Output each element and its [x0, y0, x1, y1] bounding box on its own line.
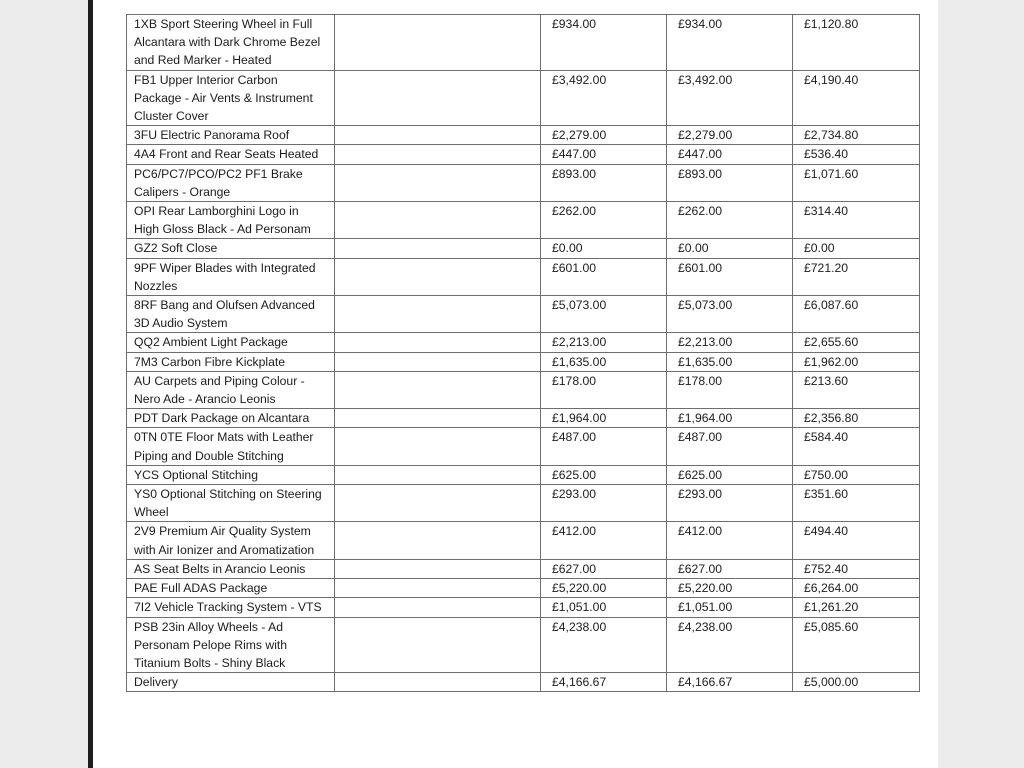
blank-cell [335, 239, 541, 258]
gross-price-cell: £1,120.80 [793, 15, 920, 71]
blank-cell [335, 428, 541, 465]
net-price-total-cell: £0.00 [667, 239, 793, 258]
gross-price-cell: £1,962.00 [793, 352, 920, 371]
table-body [127, 15, 920, 692]
net-price-cell: £5,220.00 [541, 579, 667, 598]
table-row [127, 579, 920, 598]
net-price-cell: £1,635.00 [541, 352, 667, 371]
document-page [93, 0, 938, 768]
net-price-total-cell: £1,964.00 [667, 409, 793, 428]
net-price-cell: £412.00 [541, 522, 667, 559]
blank-cell [335, 465, 541, 484]
blank-cell [335, 673, 541, 692]
option-description-cell: 7M3 Carbon Fibre Kickplate [127, 352, 335, 371]
option-description-cell: 0TN 0TE Floor Mats with Leather Piping and Double Stitching [127, 428, 335, 465]
gross-price-cell: £0.00 [793, 239, 920, 258]
net-price-cell: £178.00 [541, 371, 667, 408]
option-description-cell: 2V9 Premium Air Quality System with Air Ionizer and Aromatization [127, 522, 335, 559]
option-description-cell: 7I2 Vehicle Tracking System - VTS [127, 598, 335, 617]
blank-cell [335, 202, 541, 239]
viewer-margin-left [0, 0, 88, 768]
gross-price-cell: £6,264.00 [793, 579, 920, 598]
gross-price-cell: £536.40 [793, 145, 920, 164]
blank-cell [335, 559, 541, 578]
blank-cell [335, 70, 541, 126]
blank-cell [335, 579, 541, 598]
blank-cell [335, 371, 541, 408]
table-row [127, 522, 920, 559]
net-price-cell: £5,073.00 [541, 296, 667, 333]
table-row [127, 465, 920, 484]
net-price-cell: £625.00 [541, 465, 667, 484]
gross-price-cell: £750.00 [793, 465, 920, 484]
table-row [127, 352, 920, 371]
net-price-cell: £0.00 [541, 239, 667, 258]
net-price-cell: £487.00 [541, 428, 667, 465]
net-price-total-cell: £934.00 [667, 15, 793, 71]
blank-cell [335, 485, 541, 522]
table-row [127, 126, 920, 145]
gross-price-cell: £2,734.80 [793, 126, 920, 145]
table-row [127, 239, 920, 258]
table-row [127, 428, 920, 465]
gross-price-cell: £494.40 [793, 522, 920, 559]
net-price-cell: £627.00 [541, 559, 667, 578]
net-price-cell: £293.00 [541, 485, 667, 522]
gross-price-cell: £5,085.60 [793, 617, 920, 673]
blank-cell [335, 352, 541, 371]
option-description-cell: QQ2 Ambient Light Package [127, 333, 335, 352]
table-row [127, 485, 920, 522]
option-description-cell: 4A4 Front and Rear Seats Heated [127, 145, 335, 164]
option-description-cell: 9PF Wiper Blades with Integrated Nozzles [127, 258, 335, 295]
net-price-cell: £893.00 [541, 164, 667, 201]
net-price-cell: £1,964.00 [541, 409, 667, 428]
net-price-total-cell: £447.00 [667, 145, 793, 164]
net-price-cell: £601.00 [541, 258, 667, 295]
table-row [127, 202, 920, 239]
gross-price-cell: £314.40 [793, 202, 920, 239]
table-row [127, 617, 920, 673]
table-row [127, 333, 920, 352]
net-price-total-cell: £412.00 [667, 522, 793, 559]
option-description-cell: FB1 Upper Interior Carbon Package - Air Vents & Instrument Cluster Cover [127, 70, 335, 126]
net-price-total-cell: £5,073.00 [667, 296, 793, 333]
option-description-cell: YS0 Optional Stitching on Steering Wheel [127, 485, 335, 522]
option-description-cell: PAE Full ADAS Package [127, 579, 335, 598]
net-price-cell: £2,213.00 [541, 333, 667, 352]
gross-price-cell: £5,000.00 [793, 673, 920, 692]
blank-cell [335, 145, 541, 164]
table-row [127, 145, 920, 164]
table-row [127, 598, 920, 617]
net-price-cell: £2,279.00 [541, 126, 667, 145]
table-row [127, 258, 920, 295]
net-price-total-cell: £2,213.00 [667, 333, 793, 352]
net-price-cell: £262.00 [541, 202, 667, 239]
net-price-total-cell: £627.00 [667, 559, 793, 578]
table-row [127, 296, 920, 333]
net-price-total-cell: £893.00 [667, 164, 793, 201]
net-price-cell: £4,238.00 [541, 617, 667, 673]
net-price-total-cell: £601.00 [667, 258, 793, 295]
net-price-total-cell: £487.00 [667, 428, 793, 465]
net-price-total-cell: £4,166.67 [667, 673, 793, 692]
gross-price-cell: £1,261.20 [793, 598, 920, 617]
gross-price-cell: £1,071.60 [793, 164, 920, 201]
net-price-cell: £1,051.00 [541, 598, 667, 617]
net-price-total-cell: £5,220.00 [667, 579, 793, 598]
blank-cell [335, 598, 541, 617]
option-description-cell: Delivery [127, 673, 335, 692]
table-row [127, 673, 920, 692]
option-description-cell: PC6/PC7/PCO/PC2 PF1 Brake Calipers - Orange [127, 164, 335, 201]
option-description-cell: OPI Rear Lamborghini Logo in High Gloss Black - Ad Personam [127, 202, 335, 239]
table-row [127, 371, 920, 408]
option-description-cell: 1XB Sport Steering Wheel in Full Alcantara with Dark Chrome Bezel and Red Marker - Heated [127, 15, 335, 71]
option-description-cell: AS Seat Belts in Arancio Leonis [127, 559, 335, 578]
blank-cell [335, 617, 541, 673]
blank-cell [335, 409, 541, 428]
table-row [127, 409, 920, 428]
gross-price-cell: £584.40 [793, 428, 920, 465]
net-price-total-cell: £293.00 [667, 485, 793, 522]
option-description-cell: AU Carpets and Piping Colour - Nero Ade - Arancio Leonis [127, 371, 335, 408]
net-price-cell: £934.00 [541, 15, 667, 71]
gross-price-cell: £6,087.60 [793, 296, 920, 333]
option-description-cell: PDT Dark Package on Alcantara [127, 409, 335, 428]
option-description-cell: 8RF Bang and Olufsen Advanced 3D Audio System [127, 296, 335, 333]
blank-cell [335, 296, 541, 333]
net-price-total-cell: £1,635.00 [667, 352, 793, 371]
net-price-total-cell: £262.00 [667, 202, 793, 239]
option-description-cell: 3FU Electric Panorama Roof [127, 126, 335, 145]
blank-cell [335, 258, 541, 295]
table-row [127, 164, 920, 201]
blank-cell [335, 126, 541, 145]
net-price-cell: £447.00 [541, 145, 667, 164]
gross-price-cell: £2,655.60 [793, 333, 920, 352]
net-price-total-cell: £3,492.00 [667, 70, 793, 126]
net-price-total-cell: £4,238.00 [667, 617, 793, 673]
option-description-cell: YCS Optional Stitching [127, 465, 335, 484]
gross-price-cell: £752.40 [793, 559, 920, 578]
option-description-cell: PSB 23in Alloy Wheels - Ad Personam Pelope Rims with Titanium Bolts - Shiny Black [127, 617, 335, 673]
net-price-total-cell: £625.00 [667, 465, 793, 484]
gross-price-cell: £4,190.40 [793, 70, 920, 126]
gross-price-cell: £721.20 [793, 258, 920, 295]
table-row [127, 15, 920, 71]
gross-price-cell: £213.60 [793, 371, 920, 408]
blank-cell [335, 15, 541, 71]
gross-price-cell: £351.60 [793, 485, 920, 522]
blank-cell [335, 164, 541, 201]
table-row [127, 70, 920, 126]
net-price-cell: £3,492.00 [541, 70, 667, 126]
net-price-cell: £4,166.67 [541, 673, 667, 692]
table-row [127, 559, 920, 578]
net-price-total-cell: £2,279.00 [667, 126, 793, 145]
gross-price-cell: £2,356.80 [793, 409, 920, 428]
options-price-table [126, 14, 920, 692]
option-description-cell: GZ2 Soft Close [127, 239, 335, 258]
blank-cell [335, 333, 541, 352]
blank-cell [335, 522, 541, 559]
net-price-total-cell: £178.00 [667, 371, 793, 408]
net-price-total-cell: £1,051.00 [667, 598, 793, 617]
viewer-margin-right [938, 0, 1024, 768]
